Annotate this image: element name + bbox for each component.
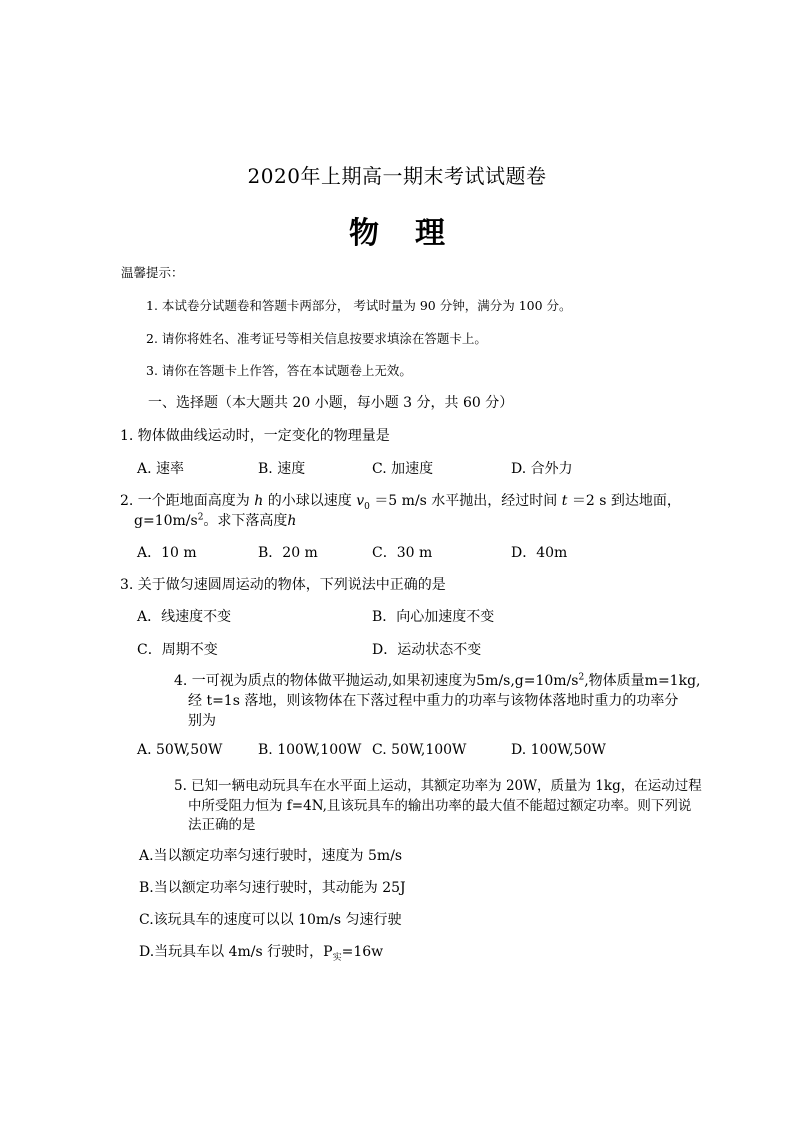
option-a: A. 速率 <box>137 461 185 477</box>
question-5-stem-line2: 中所受阻力恒为 f=4N,且该玩具车的输出功率的最大值不能超过额定功率。则下列说 <box>188 798 692 814</box>
question-5-stem-line1: 5. 已知一辆电动玩具车在水平面上运动，其额定功率为 20W，质量为 1kg，在运动过程 <box>174 778 702 794</box>
question-4-stem-line3: 别为 <box>188 713 216 729</box>
question-5-option-d: D.当玩具车以 4m/s 行驶时，$P_实=16w$ <box>139 944 384 963</box>
variable-h: h <box>254 493 264 509</box>
question-4-stem-line1: 4. 一可视为质点的物体做平抛运动,如果初速度为$5m/s,g=10m/s^2$,物体质量m=1kg, <box>174 672 701 689</box>
question-4-stem-line2: 经 t=1s 落地，则该物体在下落过程中重力的功率与该物体落地时重力的功率分 <box>188 693 679 709</box>
option-c: C. 50W,100W <box>372 742 467 758</box>
option-b: B．20 m <box>258 545 318 561</box>
question-5-option-b: B.当以额定功率匀速行驶时，其动能为 25J <box>139 880 406 896</box>
question-5-option-c: C.该玩具车的速度可以以 10m/s 匀速行驶 <box>139 912 402 928</box>
option-d: D. 合外力 <box>511 461 573 477</box>
section-heading: 一、选择题（本大题共 20 小题，每小题 3 分，共 60 分） <box>148 395 514 411</box>
question-5-option-a: A.当以额定功率匀速行驶时，速度为 5m/s <box>139 848 403 864</box>
question-2-stem-line1: 2. 一个距地面高度为 h 的小球以速度 $v_0 =5$ m/s 水平抛出，经过时间 t ＝2 s 到达地面， <box>120 493 681 512</box>
notice-title: 温馨提示： <box>121 265 184 280</box>
option-d: D. 100W,50W <box>511 742 606 758</box>
option-c: C．周期不变 <box>137 642 218 658</box>
question-5-stem-line3: 法正确的是 <box>188 817 256 833</box>
question-1-stem: 1. 物体做曲线运动时，一定变化的物理量是 <box>120 428 390 444</box>
option-b: B. 速度 <box>258 461 306 477</box>
notice-item-2: 2. 请你将姓名、准考证号等相关信息按要求填涂在答题卡上。 <box>146 331 487 346</box>
option-d: D．40m <box>511 545 568 561</box>
exam-title: 2020年上期高一期末考试试题卷 <box>247 164 547 188</box>
question-2-stem-line2: $g=10m/s^2$。求下落高度h <box>134 512 297 529</box>
notice-item-3: 3. 请你在答题卡上作答，答在本试题卷上无效。 <box>146 363 412 378</box>
option-a: A. 50W,50W <box>137 742 223 758</box>
option-b: B. 100W,100W <box>258 742 362 758</box>
variable-v: v <box>356 493 365 509</box>
option-c: C．30 m <box>372 545 433 561</box>
option-b: B．向心加速度不变 <box>372 609 495 625</box>
option-a: A．10 m <box>137 545 197 561</box>
option-c: C. 加速度 <box>372 461 434 477</box>
subject-title: 物理 <box>349 216 481 251</box>
question-3-stem: 3. 关于做匀速圆周运动的物体，下列说法中正确的是 <box>120 577 446 593</box>
option-d: D．运动状态不变 <box>372 642 482 658</box>
option-a: A．线速度不变 <box>137 609 232 625</box>
variable-t: t <box>561 493 568 509</box>
notice-item-1: 1. 本试卷分试题卷和答题卡两部分， 考试时量为 90 分钟，满分为 100 分。 <box>146 298 572 313</box>
